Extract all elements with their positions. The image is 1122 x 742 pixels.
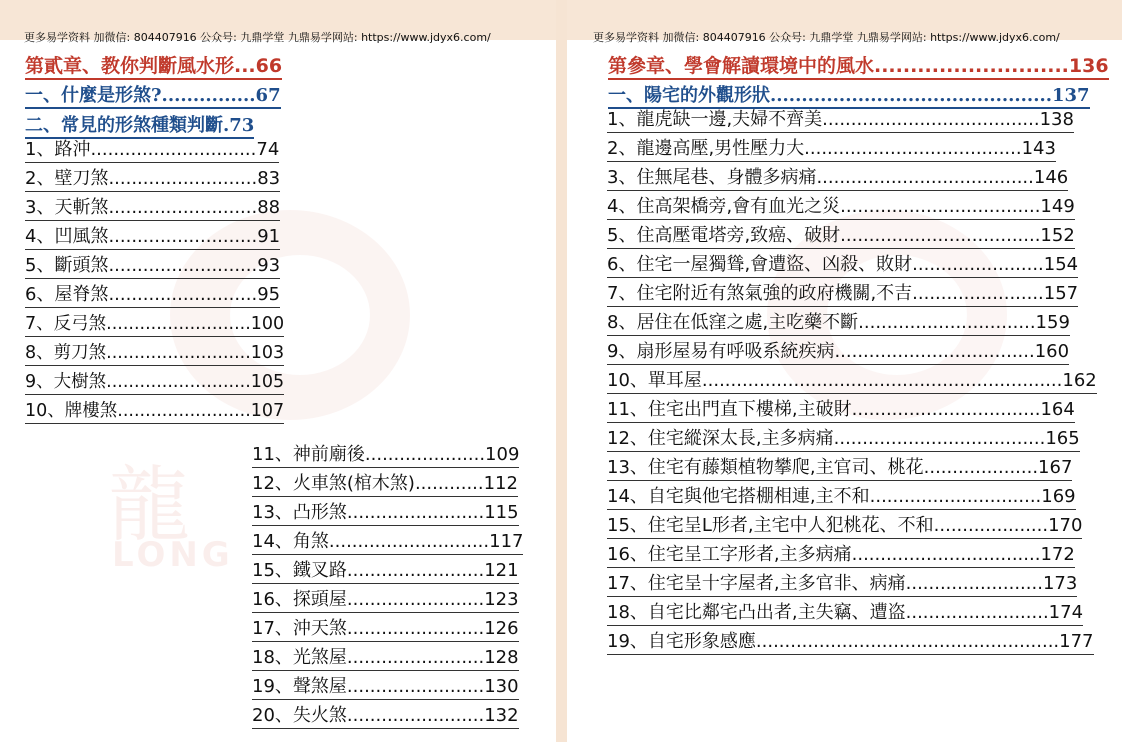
watermark-char: 龍 [108,458,191,553]
toc-entry: 3、住無尾巷、身體多病痛......................................146 [607,166,1068,191]
toc-entry: 10、單耳屋...............................................................162 [607,369,1097,394]
toc-entry: 5、斷頭煞..........................93 [25,254,280,279]
chapter-title: 第參章、學會解讀環境中的風水...........................136 [608,51,1109,80]
toc-entry: 10、牌樓煞........................107 [25,399,284,424]
header-text: 更多易学资料 加微信: 804407916 公众号: 九鼎学堂 九鼎易学网站: https://www.jdyx6.com/ [593,31,1060,44]
toc-entry: 17、沖天煞........................126 [252,617,519,642]
toc-entry: 5、住高壓電塔旁,致癌、破財...................................152 [607,224,1075,249]
toc-entry: 4、凹風煞..........................91 [25,225,280,250]
toc-entry: 9、大樹煞..........................105 [25,370,284,395]
header-text: 更多易学资料 加微信: 804407916 公众号: 九鼎学堂 九鼎易学网站: https://www.jdyx6.com/ [24,31,491,44]
toc-entry: 19、自宅形象感應.....................................................177 [607,630,1094,655]
toc-entry: 16、住宅呈工字形者,主多病痛.................................172 [607,543,1075,568]
toc-entry: 16、探頭屋........................123 [252,588,519,613]
toc-entry: 4、住高架橋旁,會有血光之災...................................149 [607,195,1075,220]
left-page [0,0,556,742]
toc-entry: 17、住宅呈十字屋者,主多官非、病痛........................173 [607,572,1077,597]
toc-entry: 11、神前廟後.....................109 [252,443,519,468]
toc-entry: 13、住宅有藤類植物攀爬,主官司、桃花....................167 [607,456,1072,481]
toc-entry: 13、凸形煞........................115 [252,501,519,526]
toc-entry: 6、屋脊煞..........................95 [25,283,280,308]
section-title: 一、什麼是形煞?...............67 [25,81,281,109]
toc-entry: 15、住宅呈L形者,主宅中人犯桃花、不和....................170 [607,514,1082,539]
toc-entry: 3、天斬煞..........................88 [25,196,280,221]
watermark-text: LONG [112,535,234,575]
toc-entry: 12、住宅縱深太長,主多病痛.....................................165 [607,427,1080,452]
right-page [567,0,1122,742]
toc-entry: 8、剪刀煞..........................103 [25,341,284,366]
toc-entry: 8、居住在低窪之處,主吃藥不斷...............................159 [607,311,1070,336]
chapter-title: 第貳章、教你判斷風水形...66 [25,51,282,80]
toc-entry: 11、住宅出門直下樓梯,主破財.................................164 [607,398,1075,423]
section-title: 一、陽宅的外觀形狀.............................................137 [608,81,1090,109]
toc-entry: 12、火車煞(棺木煞)............112 [252,472,518,497]
toc-entry: 18、自宅比鄰宅凸出者,主失竊、遭盗.........................174 [607,601,1083,626]
section-title: 二、常見的形煞種類判斷.73 [25,111,254,139]
toc-entry: 7、住宅附近有煞氣強的政府機關,不吉.......................157 [607,282,1078,307]
toc-entry: 14、自宅與他宅搭棚相連,主不和..............................169 [607,485,1076,510]
toc-entry: 14、角煞............................117 [252,530,523,555]
toc-entry: 1、路沖.............................74 [25,138,279,163]
toc-entry: 18、光煞屋........................128 [252,646,519,671]
toc-entry: 19、聲煞屋........................130 [252,675,519,700]
toc-entry: 7、反弓煞..........................100 [25,312,284,337]
toc-entry: 20、失火煞........................132 [252,704,519,729]
toc-entry: 6、住宅一屋獨聳,會遭盜、凶殺、敗財.......................154 [607,253,1078,278]
toc-entry: 2、壁刀煞..........................83 [25,167,280,192]
toc-entry: 9、扇形屋易有呼吸系統疾病...................................160 [607,340,1069,365]
toc-entry: 15、鐵叉路........................121 [252,559,519,584]
toc-entry: 1、龍虎缺一邊,夫婦不齊美......................................138 [607,108,1074,133]
toc-entry: 2、龍邊高壓,男性壓力大......................................143 [607,137,1056,162]
